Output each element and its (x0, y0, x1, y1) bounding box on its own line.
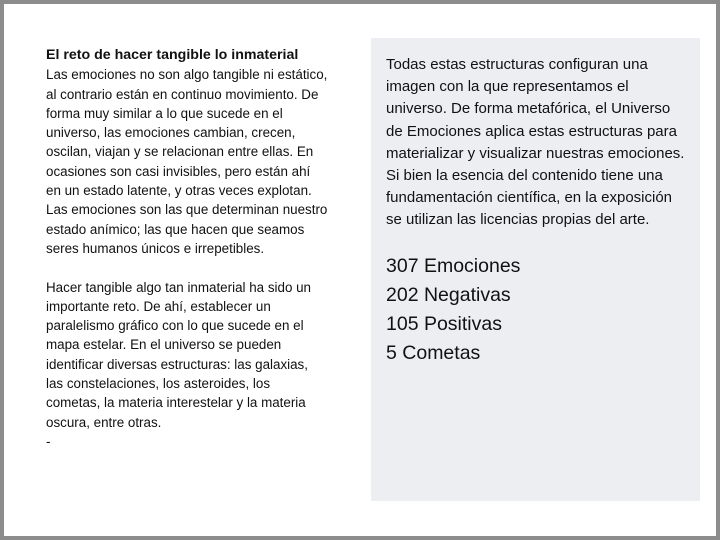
stat-emociones: 307 Emociones (386, 254, 521, 277)
info-panel (371, 38, 700, 501)
left-text-column (46, 46, 328, 451)
stat-negativas: 202 Negativas (386, 283, 511, 306)
challenge-paragraph: Hacer tangible algo tan inmaterial ha sido un importante reto. De ahí, establecer un paralelismo gráfico con lo que sucede en el mapa estelar. En el universo se pueden identificar diversas estructuras: las galaxias, las constelaciones, los asteroides, los cometas, la materia interestelar y la materia oscura, entre otras. (46, 279, 312, 430)
structures-paragraph: Todas estas estructuras configuran una imagen con la que representamos el universo. De forma metafórica, el Universo de Emociones aplica estas estructuras para materializar y visualizar nuestras emociones. Si bien la esencia del contenido tiene una fundamentación científica, en la exposición se utilizan las licencias propias del arte. (386, 56, 685, 229)
stat-positivas: 105 Positivas (386, 313, 502, 336)
intro-paragraph: Las emociones no son algo tangible ni estático, al contrario están en continuo movimiento. De forma muy similar a lo que sucede en el universo, las emociones cambian, crecen, oscilan, viajan y se relacionan entre ellas. En ocasiones son casi invisibles, pero están ahí en un estado latente, y otras veces explotan. Las emociones son las que determinan nuestro estado anímico; las que hacen que seamos seres humanos únicos e irrepetibles. (46, 67, 328, 256)
stat-cometas: 5 Cometas (386, 342, 481, 365)
section-title: El reto de hacer tangible lo inmaterial (46, 47, 299, 63)
trailing-dash: - (46, 433, 51, 449)
paragraph-spacer (46, 258, 328, 277)
stats-list (386, 252, 690, 369)
